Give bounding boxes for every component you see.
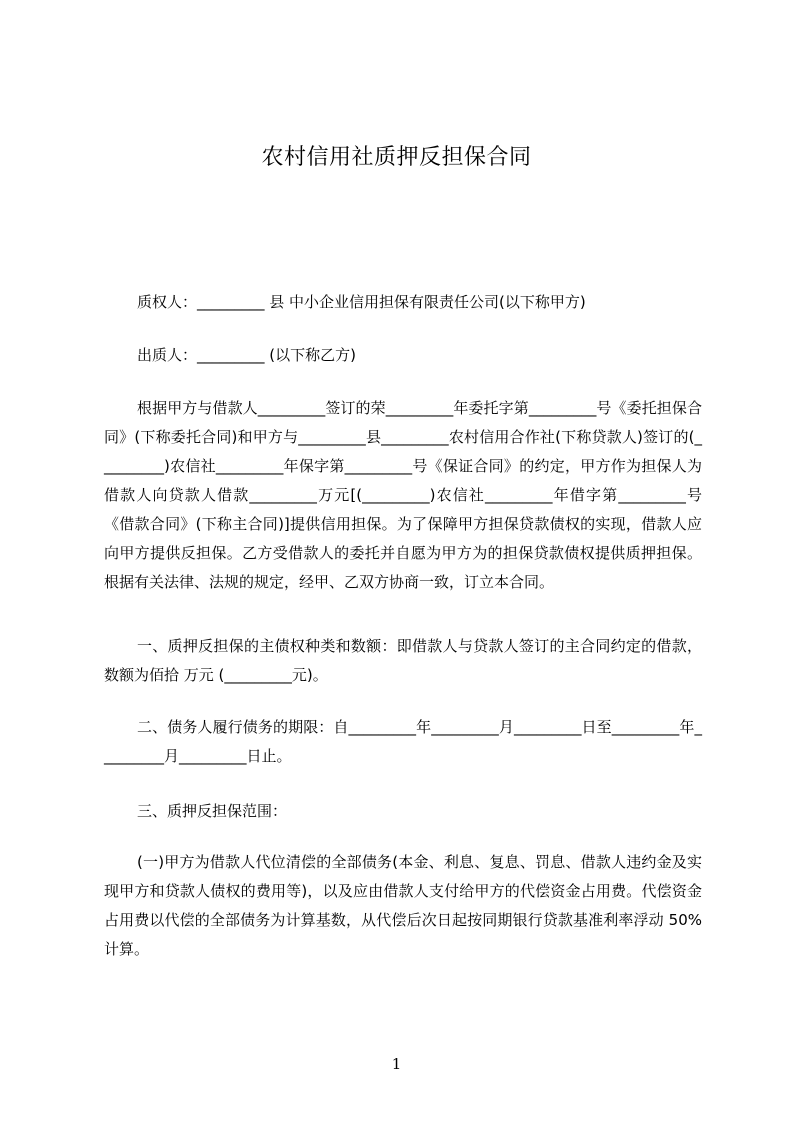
page-number: 1 (391, 1055, 402, 1073)
clause-2-paragraph: 二、债务人履行债务的期限：自_________年_________月_________日至_________年_________月_________日止。 (104, 718, 702, 765)
pledgee-line: 质权人：_________ 县 中小企业信用担保有限责任公司(以下称甲方) (137, 293, 586, 311)
clause-3-heading: 三、质押反担保范围： (137, 802, 288, 820)
clause-1-paragraph: 一、质押反担保的主债权种类和数额：即借款人与贷款人签订的主合同约定的借款，数额为佰拾 万元 (_________元)。 (104, 637, 702, 684)
clause-3-item-1-paragraph: (一)甲方为借款人代位清偿的全部债务(本金、利息、复息、罚息、借款人违约金及实现甲方和贷款人债权的费用等)，以及应由借款人支付给甲方的代偿资金占用费。代偿资金占用费以代偿的全部债务为计算基数，从代偿后次日起按同期银行贷款基准利率浮动 50%计算。 (104, 853, 702, 958)
pledgor-line: 出质人：_________ (以下称乙方) (137, 346, 356, 364)
document-title: 农村信用社质押反担保合同 (261, 145, 532, 170)
preamble-paragraph: 根据甲方与借款人_________签订的荣_________年委托字第_________号《委托担保合同》(下称委托合同)和甲方与_________县_________农村信用合作社(下称贷款人)签订的(_________)农信社_________年保字第_________号《保证合同》的约定，甲方作为担保人为借款人向贷款人借款_________万元[(_________)农信社_________年借字第_________号《借款合同》(下称主合同)]提供信用担保。为了保障甲方担保贷款债权的实现，借款人应向甲方提供反担保。乙方受借款人的委托并自愿为甲方为的担保贷款债权提供质押担保。根据有关法律、法规的规定，经甲、乙双方协商一致，订立本合同。 (104, 399, 702, 591)
